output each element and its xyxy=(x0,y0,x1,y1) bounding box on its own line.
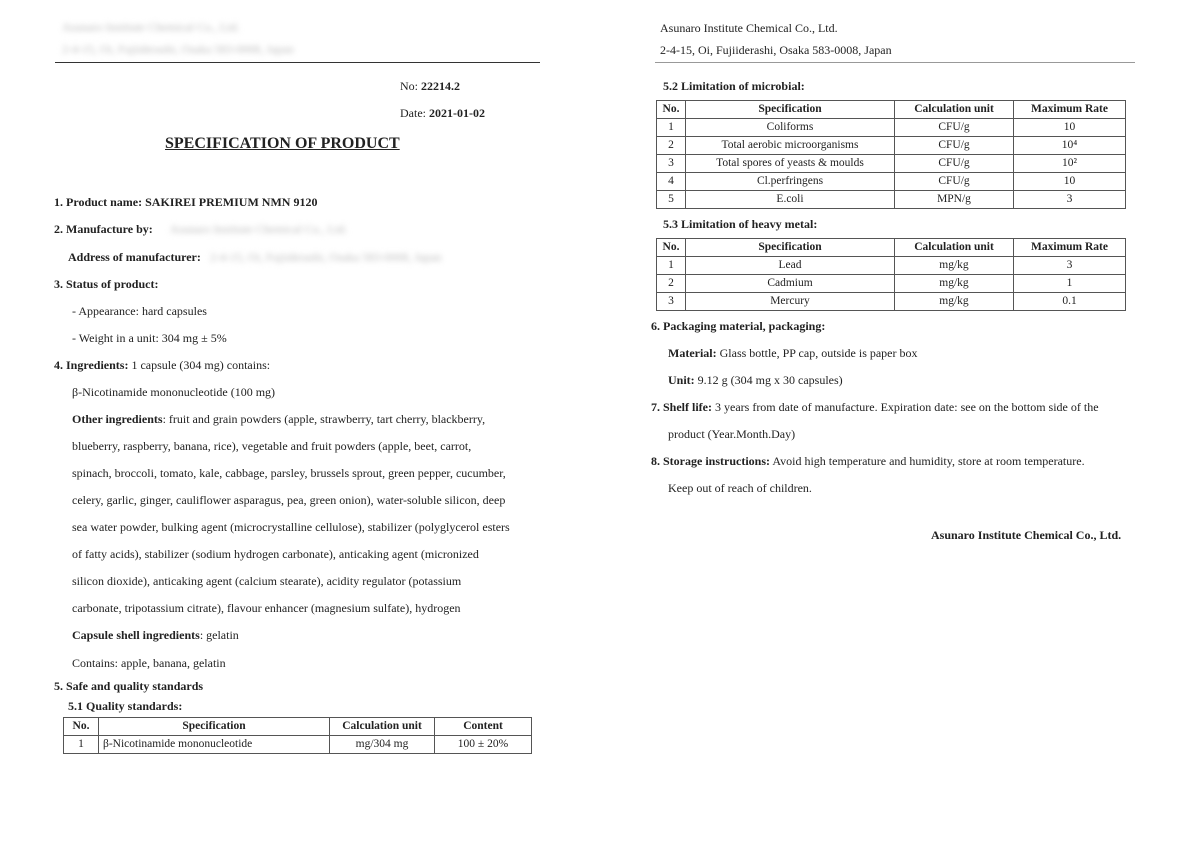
table-row xyxy=(657,275,1126,293)
table-cell: CFU/g xyxy=(895,137,1014,155)
table-row xyxy=(657,257,1126,275)
table-cell: mg/kg xyxy=(895,275,1014,293)
capsule-shell: Capsule shell ingredients: gelatin xyxy=(72,628,239,642)
section-5-2: 5.2 Limitation of microbial: xyxy=(663,79,805,93)
other-ingredients-line-1: Other ingredients: fruit and grain powders (apple, strawberry, tart cherry, blackberry, xyxy=(72,412,486,426)
col-header: Calculation unit xyxy=(895,101,1014,119)
table-cell: 3 xyxy=(657,293,686,311)
table-cell: MPN/g xyxy=(895,191,1014,209)
section-1: 1. Product name: SAKIREI PREMIUM NMN 9120 xyxy=(54,195,318,209)
table-cell: 5 xyxy=(657,191,686,209)
table-row xyxy=(657,137,1126,155)
table-cell: Total spores of yeasts & moulds xyxy=(686,155,895,173)
other-ingredients-line-3: spinach, broccoli, tomato, kale, cabbage, parsley, brussels sprout, green pepper, cucumber, xyxy=(72,466,506,480)
other-ingredients-line-4: celery, garlic, ginger, cauliflower asparagus, pea, green onion), water-soluble silicon, deep xyxy=(72,493,506,507)
table-cell: 3 xyxy=(1014,191,1126,209)
table-cell: 10 xyxy=(1014,119,1126,137)
section-7: 7. Shelf life: 3 years from date of manufacture. Expiration date: see on the bottom side of the xyxy=(651,400,1099,414)
table-cell: 3 xyxy=(657,155,686,173)
quality-standards-table xyxy=(63,717,532,754)
table-cell: 10 xyxy=(1014,173,1126,191)
table-cell: 1 xyxy=(657,119,686,137)
table-cell: 2 xyxy=(657,137,686,155)
table-cell: mg/304 mg xyxy=(330,736,435,754)
allergens: Contains: apple, banana, gelatin xyxy=(72,656,226,670)
microbial-limits-table xyxy=(656,100,1126,209)
table-cell: Lead xyxy=(686,257,895,275)
table-cell: mg/kg xyxy=(895,293,1014,311)
table-cell: 10² xyxy=(1014,155,1126,173)
col-header: Maximum Rate xyxy=(1014,101,1126,119)
section-2: 2. Manufacture by: Asunaro Institute Chemical Co., Ltd. xyxy=(54,222,348,236)
other-ingredients-line-2: blueberry, raspberry, banana, rice), vegetable and fruit powders (apple, beet, carrot, xyxy=(72,439,472,453)
section-5-1: 5.1 Quality standards: xyxy=(68,699,183,713)
section-4: 4. Ingredients: 1 capsule (304 mg) contains: xyxy=(54,358,271,372)
col-header: Specification xyxy=(686,101,895,119)
col-header: No. xyxy=(64,718,99,736)
header-divider xyxy=(55,62,540,63)
table-cell: Coliforms xyxy=(686,119,895,137)
packaging-unit: Unit: 9.12 g (304 mg x 30 capsules) xyxy=(668,373,843,387)
col-header: Calculation unit xyxy=(330,718,435,736)
table-cell: 3 xyxy=(1014,257,1126,275)
section-5: 5. Safe and quality standards xyxy=(54,679,204,693)
other-ingredients-line-5: sea water powder, bulking agent (microcrystalline cellulose), stabilizer (polyglycerol esters xyxy=(72,520,510,534)
blurred-address: 2-4-15, Oi, Fujiiderashi, Osaka 583-0008, Japan xyxy=(62,42,294,56)
section-8-cont: Keep out of reach of children. xyxy=(668,481,812,495)
table-cell: 1 xyxy=(1014,275,1126,293)
header-company: Asunaro Institute Chemical Co., Ltd. xyxy=(660,21,838,35)
section-7-cont: product (Year.Month.Day) xyxy=(668,427,796,441)
blurred-company: Asunaro Institute Chemical Co., Ltd. xyxy=(62,20,240,34)
table-header-row xyxy=(657,239,1126,257)
col-header: Specification xyxy=(99,718,330,736)
footer-company: Asunaro Institute Chemical Co., Ltd. xyxy=(931,528,1122,542)
manufacturer-address: Address of manufacturer: 2-4-15, Oi, Fujiiderashi, Osaka 583-0008, Japan xyxy=(68,250,442,264)
table-header-row xyxy=(64,718,532,736)
table-cell: 0.1 xyxy=(1014,293,1126,311)
table-row xyxy=(657,119,1126,137)
table-cell: E.coli xyxy=(686,191,895,209)
other-ingredients-line-7: silicon dioxide), anticaking agent (calcium stearate), acidity regulator (potassium xyxy=(72,574,462,588)
other-ingredients-line-6: of fatty acids), stabilizer (sodium hydrogen carbonate), anticaking agent (micronized xyxy=(72,547,479,561)
table-row xyxy=(657,155,1126,173)
col-header: Specification xyxy=(686,239,895,257)
section-8: 8. Storage instructions: Avoid high temperature and humidity, store at room temperature. xyxy=(651,454,1085,468)
table-cell: CFU/g xyxy=(895,173,1014,191)
table-cell: Mercury xyxy=(686,293,895,311)
table-row xyxy=(64,736,532,754)
other-ingredients-line-8: carbonate, tripotassium citrate), flavour enhancer (magnesium sulfate), hydrogen xyxy=(72,601,461,615)
col-header: Content xyxy=(435,718,532,736)
col-header: No. xyxy=(657,239,686,257)
table-cell: CFU/g xyxy=(895,119,1014,137)
col-header: Calculation unit xyxy=(895,239,1014,257)
table-cell: Cl.perfringens xyxy=(686,173,895,191)
section-6: 6. Packaging material, packaging: xyxy=(651,319,826,333)
table-cell: 4 xyxy=(657,173,686,191)
nmn-content: β-Nicotinamide mononucleotide (100 mg) xyxy=(72,385,276,399)
table-cell: Cadmium xyxy=(686,275,895,293)
table-cell: Total aerobic microorganisms xyxy=(686,137,895,155)
header-divider xyxy=(655,62,1135,63)
table-cell: 1 xyxy=(64,736,99,754)
table-row xyxy=(657,191,1126,209)
table-cell: CFU/g xyxy=(895,155,1014,173)
table-cell: 1 xyxy=(657,257,686,275)
page-title: SPECIFICATION OF PRODUCT xyxy=(165,135,400,152)
table-cell: 2 xyxy=(657,275,686,293)
table-row xyxy=(657,173,1126,191)
appearance: - Appearance: hard capsules xyxy=(72,304,207,318)
table-header-row xyxy=(657,101,1126,119)
table-cell: 10⁴ xyxy=(1014,137,1126,155)
header-address: 2-4-15, Oi, Fujiiderashi, Osaka 583-0008, Japan xyxy=(660,43,892,57)
section-3: 3. Status of product: xyxy=(54,277,159,291)
table-row xyxy=(657,293,1126,311)
col-header: No. xyxy=(657,101,686,119)
col-header: Maximum Rate xyxy=(1014,239,1126,257)
doc-number: No: 22214.2 xyxy=(400,79,460,93)
weight: - Weight in a unit: 304 mg ± 5% xyxy=(72,331,227,345)
heavy-metal-table xyxy=(656,238,1126,311)
doc-date: Date: 2021-01-02 xyxy=(400,106,485,120)
section-5-3: 5.3 Limitation of heavy metal: xyxy=(663,217,818,231)
packaging-material: Material: Glass bottle, PP cap, outside is paper box xyxy=(668,346,918,360)
table-cell: 100 ± 20% xyxy=(435,736,532,754)
table-cell: β-Nicotinamide mononucleotide xyxy=(99,736,330,754)
table-cell: mg/kg xyxy=(895,257,1014,275)
